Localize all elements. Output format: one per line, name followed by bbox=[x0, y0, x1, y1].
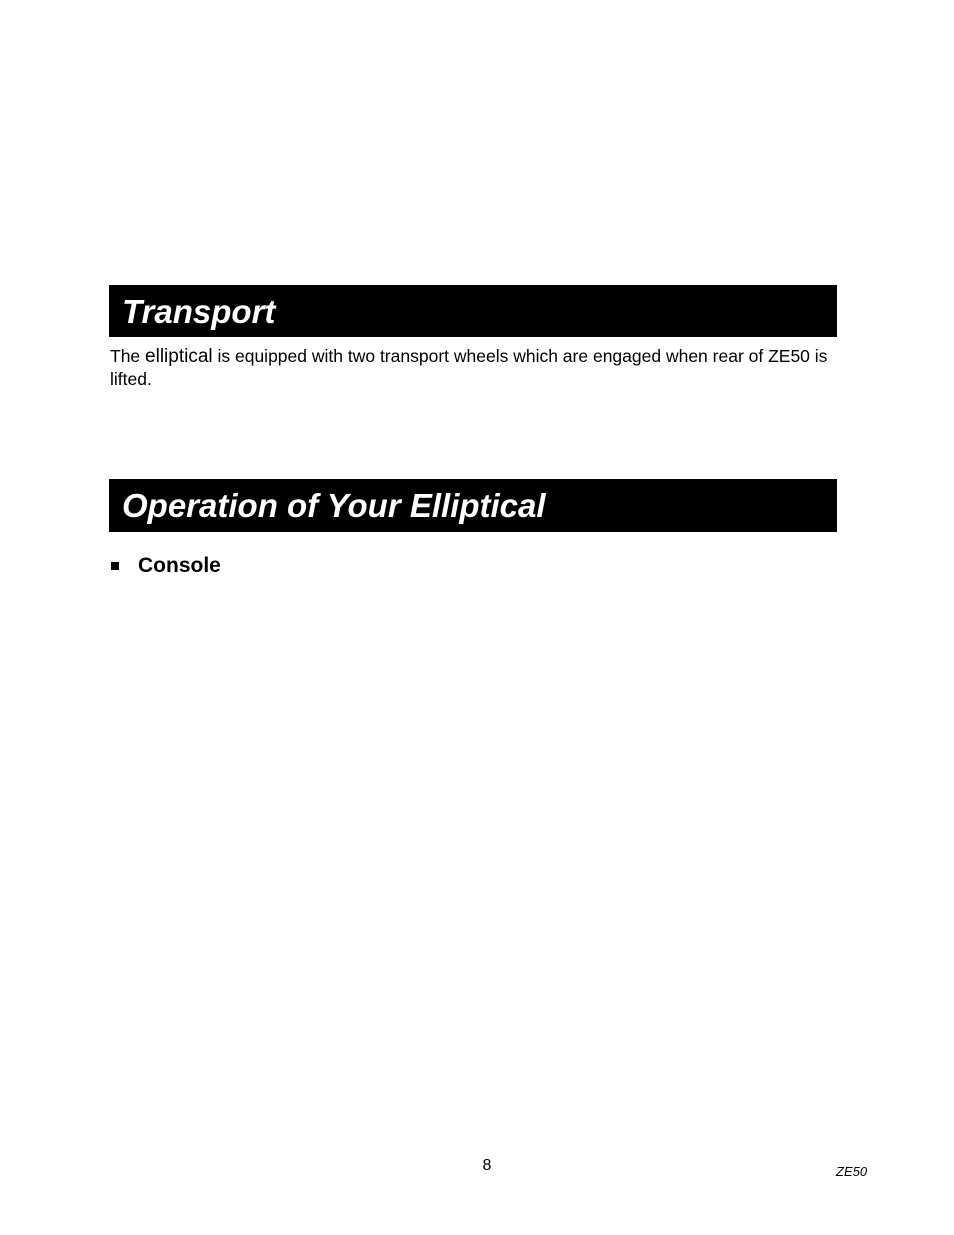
section-header-transport bbox=[109, 285, 837, 337]
transport-paragraph bbox=[110, 345, 830, 390]
paragraph-emphasis: elliptical bbox=[145, 346, 213, 367]
section-title: Transport bbox=[122, 292, 276, 330]
bullet-label: Console bbox=[138, 554, 221, 577]
paragraph-rest: is equipped with two transport wheels which are engaged when rear of ZE50 is lifted. bbox=[110, 346, 828, 389]
section-header-operation bbox=[109, 479, 837, 532]
bullet-item-console bbox=[111, 554, 221, 578]
page-number: 8 bbox=[482, 1157, 492, 1174]
footer-model-code: ZE50 bbox=[836, 1164, 868, 1179]
section-title: Operation of Your Elliptical bbox=[122, 487, 546, 524]
square-bullet-icon bbox=[111, 562, 119, 570]
paragraph-lead: The bbox=[110, 346, 146, 366]
